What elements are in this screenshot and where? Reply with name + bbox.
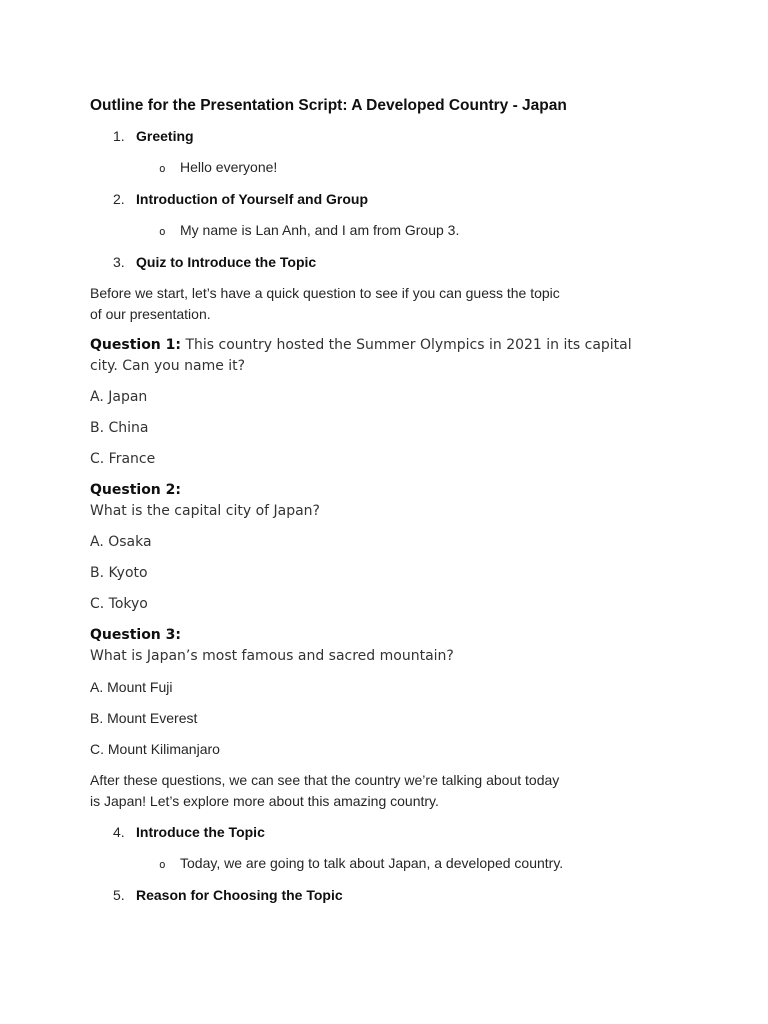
bullet-hello-everyone — [90, 157, 680, 179]
outline-item-number: 3. — [113, 254, 125, 270]
paragraph-line: of our presentation. — [90, 306, 211, 322]
option-a-japan: A. Japan — [90, 389, 148, 405]
outline-item-label: Greeting — [136, 128, 194, 144]
paragraph-line: Before we start, let’s have a quick question to see if you can guess the topic — [90, 285, 560, 301]
bullet-text: Today, we are going to talk about Japan, a developed country. — [180, 855, 564, 871]
outline-item-label: Reason for Choosing the Topic — [136, 887, 343, 903]
question-label: Question 2: — [90, 482, 181, 498]
bullet-marker: o — [159, 858, 166, 871]
option-b-china: B. China — [90, 420, 149, 436]
option-c-tokyo: C. Tokyo — [90, 596, 148, 612]
outline-item-number: 1. — [113, 128, 125, 144]
bullet-marker: o — [159, 225, 166, 238]
outline-item-label: Introduction of Yourself and Group — [136, 191, 369, 207]
option-a-mount-fuji: A. Mount Fuji — [90, 679, 173, 695]
option-c-france: C. France — [90, 451, 156, 467]
bullet-text: Hello everyone! — [180, 159, 278, 175]
transition-paragraph — [90, 770, 680, 812]
question-text: What is the capital city of Japan? — [90, 503, 320, 519]
outline-item-3-quiz — [90, 252, 680, 273]
question-line — [90, 480, 680, 501]
outline-item-number: 4. — [113, 824, 125, 840]
outline-item-label: Quiz to Introduce the Topic — [136, 254, 317, 270]
question-line — [90, 335, 680, 356]
option-a-osaka: A. Osaka — [90, 534, 152, 550]
question-text: city. Can you name it? — [90, 358, 246, 374]
bullet-text: My name is Lan Anh, and I am from Group 3. — [180, 222, 460, 238]
question-2 — [90, 480, 680, 522]
outline-item-number: 2. — [113, 191, 125, 207]
question-line — [90, 625, 680, 646]
option-b-kyoto: B. Kyoto — [90, 565, 148, 581]
outline-item-2-introduction — [90, 189, 680, 210]
question-label: Question 3: — [90, 627, 181, 643]
question-1 — [90, 335, 680, 377]
paragraph-line: is Japan! Let’s explore more about this amazing country. — [90, 793, 439, 809]
bullet-marker: o — [159, 162, 166, 175]
document-title: Outline for the Presentation Script: A Developed Country - Japan — [90, 97, 567, 114]
outline-item-5-reason — [90, 885, 680, 906]
outline-item-label: Introduce the Topic — [136, 824, 265, 840]
outline-item-number: 5. — [113, 887, 125, 903]
question-label: Question 1: — [90, 337, 181, 353]
question-text: This country hosted the Summer Olympics in 2021 in its capital — [181, 337, 632, 353]
intro-paragraph — [90, 283, 680, 325]
outline-item-4-introduce-topic — [90, 822, 680, 843]
question-text: What is Japan’s most famous and sacred mountain? — [90, 648, 454, 664]
question-3 — [90, 625, 680, 667]
outline-item-1-greeting — [90, 126, 680, 147]
option-b-mount-everest: B. Mount Everest — [90, 710, 198, 726]
paragraph-line: After these questions, we can see that the country we’re talking about today — [90, 772, 560, 788]
bullet-today-topic — [90, 853, 680, 875]
option-c-mount-kilimanjaro: C. Mount Kilimanjaro — [90, 741, 220, 757]
bullet-name-and-group — [90, 220, 680, 242]
